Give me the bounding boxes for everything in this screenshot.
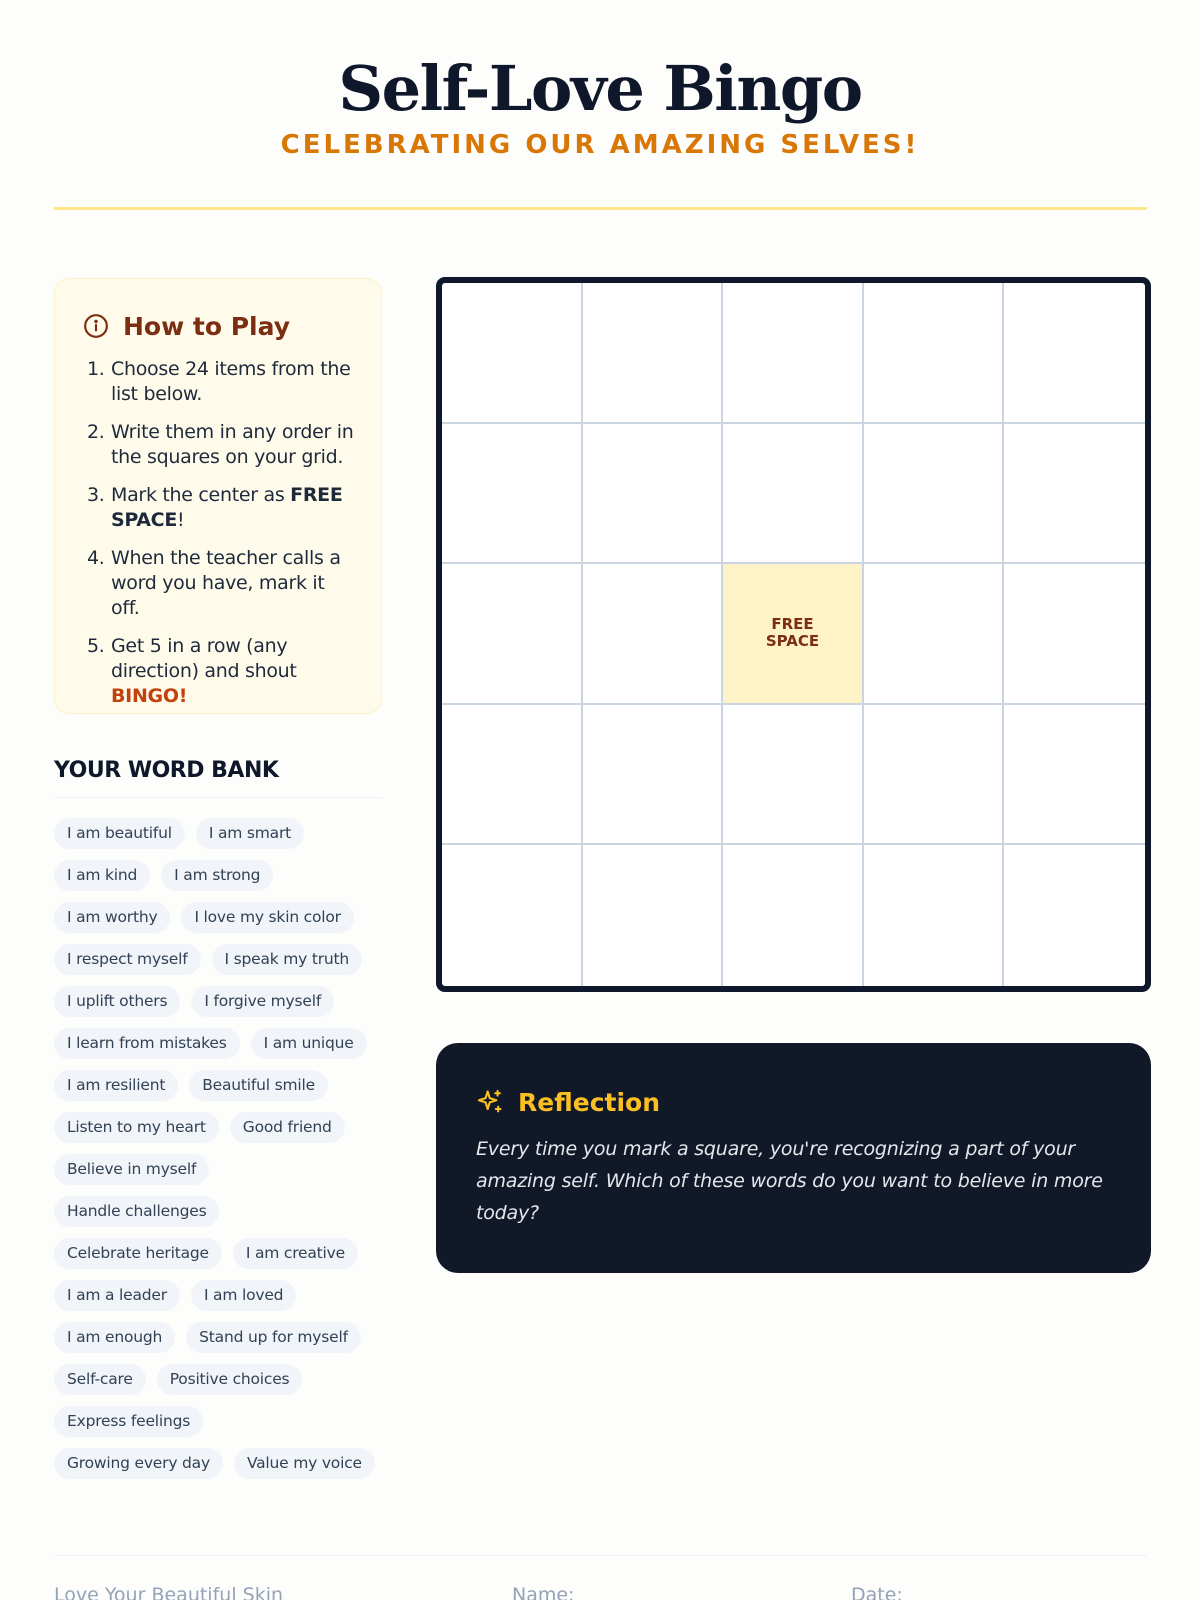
bingo-cell[interactable]: [723, 283, 864, 424]
bingo-cell[interactable]: [723, 424, 864, 565]
bingo-cell[interactable]: [442, 424, 583, 565]
word-chip: Good friend: [230, 1112, 345, 1143]
word-bank-divider: [54, 797, 382, 798]
word-chip: I am worthy: [54, 902, 170, 933]
word-chip: Stand up for myself: [186, 1322, 361, 1353]
step-number: 1.: [87, 358, 105, 380]
word-bank-title: YOUR WORD BANK: [54, 758, 279, 783]
word-chip: Listen to my heart: [54, 1112, 219, 1143]
step-item: [83, 634, 357, 709]
reflection-title: Reflection: [518, 1087, 661, 1117]
word-chip: I am unique: [251, 1028, 367, 1059]
how-to-play-steps: [83, 357, 357, 709]
word-chip: I forgive myself: [191, 986, 334, 1017]
footer-date-label: Date:: [851, 1584, 903, 1600]
step-text-part: Get 5 in a row (any direction) and shout: [111, 635, 297, 682]
reflection-header: [476, 1085, 1111, 1119]
bingo-cell[interactable]: [1004, 424, 1145, 565]
word-chip: Growing every day: [54, 1448, 223, 1479]
step-item: [83, 420, 357, 470]
word-chip: I am enough: [54, 1322, 175, 1353]
bingo-cell[interactable]: [864, 283, 1005, 424]
header-divider: [54, 207, 1147, 210]
step-number: 3.: [87, 484, 105, 506]
word-chip: I am creative: [233, 1238, 358, 1269]
word-chip: I am resilient: [54, 1070, 178, 1101]
word-bank: [54, 818, 394, 1490]
bingo-cell[interactable]: [442, 283, 583, 424]
word-chip: Positive choices: [157, 1364, 303, 1395]
step-item: [83, 483, 357, 533]
word-chip: Value my voice: [234, 1448, 375, 1479]
bingo-cell[interactable]: [864, 424, 1005, 565]
step-text: Write them in any order in the squares on your grid.: [111, 421, 354, 468]
bingo-cell[interactable]: [442, 845, 583, 986]
word-chip: I uplift others: [54, 986, 180, 1017]
word-chip: Handle challenges: [54, 1196, 219, 1227]
word-chip: I am loved: [191, 1280, 296, 1311]
word-chip: I love my skin color: [181, 902, 353, 933]
step-text-bold: FREE SPACE: [111, 484, 343, 531]
bingo-cell[interactable]: [583, 283, 724, 424]
word-chip: Celebrate heritage: [54, 1238, 222, 1269]
bingo-cell[interactable]: [723, 705, 864, 846]
word-chip: Believe in myself: [54, 1154, 209, 1185]
bingo-cell[interactable]: [442, 564, 583, 705]
bingo-cell[interactable]: [1004, 564, 1145, 705]
word-chip: Self-care: [54, 1364, 146, 1395]
page-title: Self-Love Bingo: [338, 52, 862, 125]
bingo-cell[interactable]: [583, 424, 724, 565]
word-chip: I am a leader: [54, 1280, 180, 1311]
step-text-part: !: [177, 509, 185, 531]
page-header: [0, 0, 1200, 210]
free-space-cell: FREE SPACE: [723, 564, 864, 705]
sparkles-icon: [476, 1088, 504, 1116]
bingo-highlight: BINGO!: [111, 685, 188, 707]
bingo-cell[interactable]: [1004, 845, 1145, 986]
bingo-cell[interactable]: [723, 845, 864, 986]
word-chip: I learn from mistakes: [54, 1028, 240, 1059]
bingo-cell[interactable]: [583, 845, 724, 986]
word-chip: I am beautiful: [54, 818, 185, 849]
how-to-play-header: [83, 309, 357, 343]
how-to-play-title: How to Play: [123, 311, 291, 341]
step-text-part: Mark the center as: [111, 484, 291, 506]
bingo-cell[interactable]: [864, 564, 1005, 705]
bingo-grid: [436, 277, 1151, 992]
reflection-text: Every time you mark a square, you're recognizing a part of your amazing self. Which of these words do you want to believe in more today?: [476, 1138, 1103, 1224]
bingo-cell[interactable]: [864, 705, 1005, 846]
bingo-cell[interactable]: [442, 705, 583, 846]
step-number: 5.: [87, 635, 105, 657]
footer-name-label: Name:: [512, 1584, 575, 1600]
step-text: [111, 634, 357, 709]
info-icon: [83, 313, 109, 339]
step-number: 2.: [87, 421, 105, 443]
step-text: When the teacher calls a word you have, mark it off.: [111, 547, 341, 619]
word-chip: Express feelings: [54, 1406, 203, 1437]
step-number: 4.: [87, 547, 105, 569]
reflection-card: [436, 1043, 1151, 1273]
bingo-cell[interactable]: [1004, 705, 1145, 846]
word-chip: I am smart: [196, 818, 304, 849]
step-item: [83, 546, 357, 621]
word-chip: I speak my truth: [212, 944, 363, 975]
step-text: Choose 24 items from the list below.: [111, 358, 351, 405]
word-chip: I am strong: [161, 860, 273, 891]
page-subtitle: CELEBRATING OUR AMAZING SELVES!: [280, 130, 920, 160]
bingo-cell[interactable]: [583, 705, 724, 846]
step-item: [83, 357, 357, 407]
step-text: [111, 483, 357, 533]
footer-divider: [54, 1555, 1147, 1556]
bingo-cell[interactable]: [583, 564, 724, 705]
word-chip: I am kind: [54, 860, 150, 891]
bingo-cell[interactable]: [864, 845, 1005, 986]
how-to-play-card: [54, 278, 382, 714]
footer-tagline: Love Your Beautiful Skin: [54, 1584, 284, 1600]
bingo-cell[interactable]: [1004, 283, 1145, 424]
word-chip: Beautiful smile: [189, 1070, 328, 1101]
word-chip: I respect myself: [54, 944, 201, 975]
